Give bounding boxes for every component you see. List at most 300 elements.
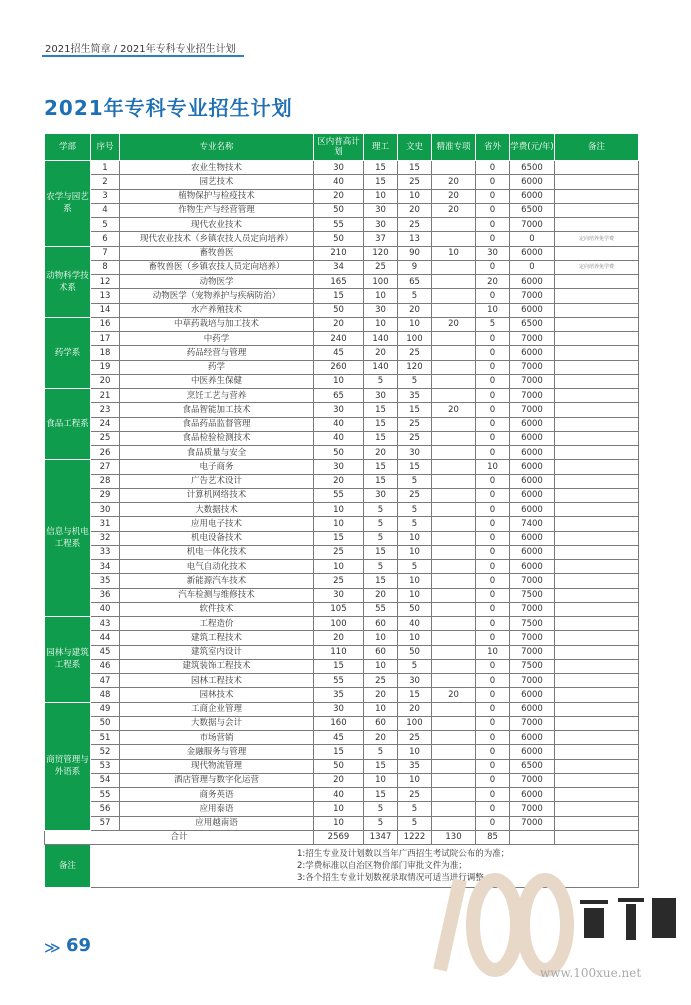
plan-count: 165 [314,275,364,289]
plan-count: 45 [314,731,364,745]
tuition: 6000 [510,175,555,189]
tuition: 6000 [510,446,555,460]
precise-count: 20 [432,175,476,189]
science-count: 20 [364,346,398,360]
plan-count: 40 [314,417,364,431]
row-number: 40 [91,602,120,616]
out-of-province-count: 0 [476,203,510,217]
row-number: 1 [91,161,120,175]
chevron-right-icon: ≫ [44,938,57,957]
liberal-arts-count: 13 [398,232,432,246]
precise-count [432,232,476,246]
remark [555,745,639,759]
precise-count: 20 [432,189,476,203]
science-count: 30 [364,218,398,232]
table-row [45,289,639,303]
precise-count [432,531,476,545]
plan-count: 15 [314,745,364,759]
liberal-arts-count: 10 [398,773,432,787]
remark [555,545,639,559]
table-row [45,517,639,531]
row-number: 21 [91,389,120,403]
precise-count [432,346,476,360]
science-count: 5 [364,745,398,759]
table-row [45,360,639,374]
remark [555,574,639,588]
plan-count: 34 [314,260,364,274]
row-number: 48 [91,688,120,702]
major-name: 中药学 [120,332,314,346]
plan-count: 25 [314,574,364,588]
science-count: 30 [364,389,398,403]
out-of-province-count: 10 [476,645,510,659]
row-number: 47 [91,674,120,688]
table-row [45,275,639,289]
liberal-arts-count: 5 [398,289,432,303]
out-of-province-count: 0 [476,773,510,787]
science-count: 15 [364,788,398,802]
out-of-province-count: 0 [476,503,510,517]
major-name: 市场营销 [120,731,314,745]
precise-count [432,802,476,816]
out-of-province-count: 0 [476,702,510,716]
tuition: 6000 [510,503,555,517]
remark [555,517,639,531]
precise-count: 20 [432,688,476,702]
liberal-arts-count: 5 [398,503,432,517]
table-row [45,688,639,702]
table-row [45,716,639,730]
row-number: 35 [91,574,120,588]
remark [555,474,639,488]
remark [555,773,639,787]
liberal-arts-count: 9 [398,260,432,274]
department-cell: 信息与机电工程系 [45,460,91,617]
major-name: 药学 [120,360,314,374]
remark [555,446,639,460]
major-name: 食品质量与安全 [120,446,314,460]
remark [555,645,639,659]
science-count: 140 [364,332,398,346]
precise-count [432,332,476,346]
table-row [45,389,639,403]
row-number: 36 [91,588,120,602]
table-row [45,745,639,759]
major-name: 机电设备技术 [120,531,314,545]
remark [555,203,639,217]
remark [555,161,639,175]
out-of-province-count: 0 [476,731,510,745]
liberal-arts-count: 25 [398,731,432,745]
major-name: 畜牧兽医 [120,246,314,260]
out-of-province-count: 0 [476,446,510,460]
out-of-province-count: 0 [476,788,510,802]
science-count: 10 [364,659,398,673]
liberal-arts-count: 20 [398,303,432,317]
major-name: 建筑室内设计 [120,645,314,659]
row-number: 12 [91,275,120,289]
out-of-province-count: 30 [476,246,510,260]
table-row [45,602,639,616]
row-number: 52 [91,745,120,759]
out-of-province-count: 0 [476,745,510,759]
liberal-arts-count: 100 [398,716,432,730]
out-of-province-count: 0 [476,588,510,602]
major-name: 烹饪工艺与营养 [120,389,314,403]
table-header-row [45,134,639,161]
liberal-arts-count: 10 [398,631,432,645]
plan-count: 240 [314,332,364,346]
tuition: 7000 [510,816,555,830]
tuition: 7500 [510,659,555,673]
table-row [45,545,639,559]
remark: 定向培养免学费 [555,260,639,274]
precise-count [432,275,476,289]
out-of-province-count: 0 [476,631,510,645]
table-row [45,446,639,460]
tuition: 6000 [510,303,555,317]
precise-count [432,218,476,232]
table-row [45,232,639,246]
remark [555,218,639,232]
out-of-province-count: 0 [476,560,510,574]
precise-count [432,374,476,388]
precise-count [432,303,476,317]
liberal-arts-count: 50 [398,645,432,659]
table-row [45,246,639,260]
breadcrumb: 2021招生简章 / 2021年专科专业招生计划 [45,44,236,55]
total-tuition [510,830,555,844]
liberal-arts-count: 10 [398,574,432,588]
row-number: 7 [91,246,120,260]
tuition: 7000 [510,374,555,388]
tuition: 6000 [510,346,555,360]
tuition: 7000 [510,574,555,588]
table-row [45,332,639,346]
remark [555,317,639,331]
row-number: 2 [91,175,120,189]
row-number: 32 [91,531,120,545]
major-name: 水产养殖技术 [120,303,314,317]
science-count: 30 [364,488,398,502]
department-cell: 商贸管理与外语系 [45,702,91,830]
table-row [45,816,639,830]
remark [555,503,639,517]
science-count: 30 [364,203,398,217]
out-of-province-count: 0 [476,374,510,388]
note-3: 3:各个招生专业计划数视录取情况可适当进行调整。 [297,873,493,883]
row-number: 13 [91,289,120,303]
major-name: 植物保护与检疫技术 [120,189,314,203]
remark [555,246,639,260]
table-row [45,488,639,502]
precise-count [432,289,476,303]
table-row [45,759,639,773]
tuition: 6000 [510,460,555,474]
row-number: 26 [91,446,120,460]
remark [555,688,639,702]
major-name: 金融服务与管理 [120,745,314,759]
remark [555,374,639,388]
precise-count [432,716,476,730]
plan-count: 20 [314,631,364,645]
plan-count: 50 [314,232,364,246]
science-count: 25 [364,674,398,688]
tuition: 7500 [510,588,555,602]
col-header-department: 学部 [45,134,91,161]
major-name: 建筑装饰工程技术 [120,659,314,673]
remark [555,759,639,773]
remark: 定向培养免学费 [555,232,639,246]
major-name: 中医养生保健 [120,374,314,388]
tuition: 7000 [510,360,555,374]
liberal-arts-count: 25 [398,788,432,802]
plan-count: 10 [314,560,364,574]
table-row [45,802,639,816]
science-count: 25 [364,260,398,274]
plan-count: 40 [314,788,364,802]
row-number: 46 [91,659,120,673]
tuition: 6000 [510,531,555,545]
out-of-province-count: 0 [476,759,510,773]
plan-count: 20 [314,317,364,331]
precise-count [432,659,476,673]
major-name: 食品智能加工技术 [120,403,314,417]
plan-count: 30 [314,460,364,474]
row-number: 31 [91,517,120,531]
precise-count [432,645,476,659]
major-name: 计算机网络技术 [120,488,314,502]
tuition: 6000 [510,189,555,203]
tuition: 6500 [510,203,555,217]
liberal-arts-count: 5 [398,374,432,388]
major-name: 动物医学（宠物养护与疾病防治） [120,289,314,303]
precise-count [432,602,476,616]
plan-count: 210 [314,246,364,260]
plan-count: 105 [314,602,364,616]
tuition: 6000 [510,417,555,431]
remark [555,560,639,574]
out-of-province-count: 0 [476,716,510,730]
tuition: 7000 [510,332,555,346]
science-count: 10 [364,702,398,716]
table-row [45,645,639,659]
out-of-province-count: 0 [476,417,510,431]
science-count: 10 [364,189,398,203]
precise-count [432,161,476,175]
department-cell: 药学系 [45,317,91,388]
liberal-arts-count: 20 [398,203,432,217]
precise-count [432,488,476,502]
total-out-of-province: 85 [476,830,510,844]
row-number: 25 [91,431,120,445]
liberal-arts-count: 90 [398,246,432,260]
major-name: 酒店管理与数字化运营 [120,773,314,787]
precise-count [432,816,476,830]
major-name: 机电一体化技术 [120,545,314,559]
major-name: 电气自动化技术 [120,560,314,574]
major-name: 工程造价 [120,617,314,631]
liberal-arts-count: 120 [398,360,432,374]
page-number: 69 [66,935,92,956]
col-header-remark: 备注 [555,134,639,161]
row-number: 57 [91,816,120,830]
tuition: 6000 [510,731,555,745]
row-number: 24 [91,417,120,431]
science-count: 20 [364,446,398,460]
science-count: 100 [364,275,398,289]
liberal-arts-count: 35 [398,759,432,773]
table-row [45,403,639,417]
logo-text-mark [580,898,676,940]
science-count: 60 [364,645,398,659]
plan-count: 50 [314,303,364,317]
col-header-science: 理工 [364,134,398,161]
total-liberal-arts: 1222 [398,830,432,844]
science-count: 10 [364,631,398,645]
tuition: 7000 [510,218,555,232]
liberal-arts-count: 30 [398,674,432,688]
out-of-province-count: 0 [476,517,510,531]
science-count: 60 [364,617,398,631]
out-of-province-count: 0 [476,389,510,403]
total-remark [555,830,639,844]
remark [555,816,639,830]
liberal-arts-count: 5 [398,474,432,488]
row-number: 49 [91,702,120,716]
plan-count: 30 [314,161,364,175]
tuition: 6000 [510,688,555,702]
total-plan: 2569 [314,830,364,844]
page-title: 2021年专科专业招生计划 [44,96,293,120]
major-name: 园林技术 [120,688,314,702]
out-of-province-count: 0 [476,688,510,702]
liberal-arts-count: 10 [398,531,432,545]
plan-count: 65 [314,389,364,403]
liberal-arts-count: 25 [398,431,432,445]
out-of-province-count: 0 [476,161,510,175]
remark [555,303,639,317]
row-number: 27 [91,460,120,474]
row-number: 6 [91,232,120,246]
row-number: 19 [91,360,120,374]
remark [555,189,639,203]
row-number: 17 [91,332,120,346]
major-name: 药品经营与管理 [120,346,314,360]
out-of-province-count: 0 [476,189,510,203]
col-header-precise: 精准专项 [432,134,476,161]
plan-count: 30 [314,702,364,716]
science-count: 60 [364,716,398,730]
out-of-province-count: 0 [476,474,510,488]
liberal-arts-count: 25 [398,218,432,232]
major-name: 广告艺术设计 [120,474,314,488]
plan-count: 50 [314,446,364,460]
precise-count [432,260,476,274]
remark [555,289,639,303]
precise-count [432,631,476,645]
precise-count: 20 [432,203,476,217]
table-row [45,431,639,445]
col-header-tuition: 学费(元/年) [510,134,555,161]
out-of-province-count: 0 [476,260,510,274]
notes-label: 备注 [45,845,91,888]
table-row [45,417,639,431]
remark [555,403,639,417]
row-number: 54 [91,773,120,787]
science-count: 37 [364,232,398,246]
liberal-arts-count: 35 [398,389,432,403]
science-count: 5 [364,374,398,388]
row-number: 18 [91,346,120,360]
science-count: 20 [364,731,398,745]
row-number: 45 [91,645,120,659]
row-number: 5 [91,218,120,232]
col-header-major: 专业名称 [120,134,314,161]
science-count: 15 [364,403,398,417]
tuition: 7000 [510,716,555,730]
row-number: 14 [91,303,120,317]
row-number: 4 [91,203,120,217]
total-precise: 130 [432,830,476,844]
remark [555,389,639,403]
out-of-province-count: 0 [476,802,510,816]
total-science: 1347 [364,830,398,844]
plan-count: 20 [314,189,364,203]
table-row [45,346,639,360]
major-name: 大数据与会计 [120,716,314,730]
out-of-province-count: 0 [476,488,510,502]
row-number: 50 [91,716,120,730]
tuition: 6000 [510,788,555,802]
plan-count: 10 [314,503,364,517]
precise-count: 20 [432,403,476,417]
science-count: 15 [364,574,398,588]
precise-count [432,588,476,602]
table-row [45,474,639,488]
department-cell: 食品工程系 [45,389,91,460]
science-count: 55 [364,602,398,616]
plan-count: 20 [314,773,364,787]
major-name: 建筑工程技术 [120,631,314,645]
major-name: 应用电子技术 [120,517,314,531]
out-of-province-count: 0 [476,574,510,588]
out-of-province-count: 0 [476,617,510,631]
major-name: 现代物流管理 [120,759,314,773]
table-row [45,631,639,645]
table-row [45,531,639,545]
precise-count [432,560,476,574]
enrollment-plan-table [44,133,639,888]
out-of-province-count: 0 [476,232,510,246]
remark [555,175,639,189]
out-of-province-count: 0 [476,218,510,232]
science-count: 15 [364,161,398,175]
tuition: 7000 [510,631,555,645]
precise-count [432,460,476,474]
liberal-arts-count: 25 [398,346,432,360]
tuition: 6000 [510,474,555,488]
major-name: 现代农业技术（乡镇农技人员定向培养） [120,232,314,246]
table-row [45,161,639,175]
table-row [45,303,639,317]
major-name: 中草药栽培与加工技术 [120,317,314,331]
tuition: 7500 [510,617,555,631]
plan-count: 10 [314,802,364,816]
plan-count: 40 [314,431,364,445]
out-of-province-count: 0 [476,602,510,616]
table-row [45,218,639,232]
